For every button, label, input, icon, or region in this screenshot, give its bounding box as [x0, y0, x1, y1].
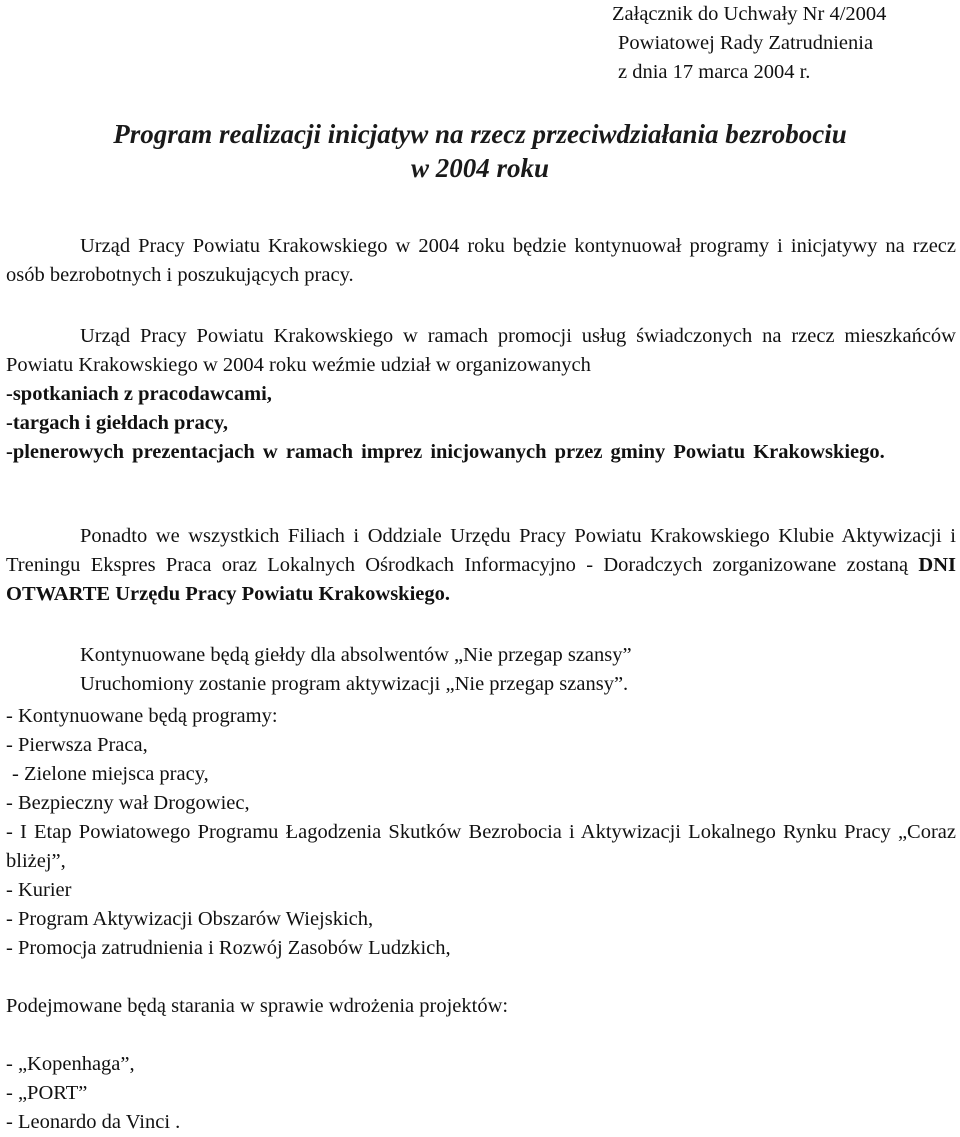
program-item: - Zielone miejsca pracy,	[12, 763, 209, 785]
document-title	[0, 117, 960, 185]
program-item: - Kurier	[6, 879, 72, 901]
title-line-1: Program realizacji inicjatyw na rzecz przeciwdziałania bezrobociu	[113, 119, 847, 149]
program-item: - Promocja zatrudnienia i Rozwój Zasobów Ludzkich,	[6, 937, 451, 959]
promotion-paragraph: Urząd Pracy Powiatu Krakowskiego w ramach promocji usług świadczonych na rzecz mieszkańców Powiatu Krakowskiego w 2004 roku weźmie udział w organizowanych	[6, 325, 956, 376]
open-days-bold: DNI OTWARTE Urzędu Pracy Powiatu Krakowskiego.	[6, 554, 956, 605]
program-item: - Bezpieczny wał Drogowiec,	[6, 792, 250, 814]
graduate-fairs-line: Kontynuowane będą giełdy dla absolwentów „Nie przegap szansy”	[80, 644, 632, 666]
project-item: - „PORT”	[6, 1082, 88, 1104]
programs-section	[6, 702, 956, 1137]
activation-program-line: Uruchomiony zostanie program aktywizacji „Nie przegap szansy”.	[80, 673, 629, 695]
program-item: - Program Aktywizacji Obszarów Wiejskich,	[6, 908, 374, 930]
intro-paragraph: Urząd Pracy Powiatu Krakowskiego w 2004 roku będzie kontynuował programy i inicjatywy na rzecz osób bezrobotnych i poszukujących pracy.	[6, 235, 956, 286]
open-days-text: Ponadto we wszystkich Filiach i Oddziale Urzędu Pracy Powiatu Krakowskiego Klubie Aktywizacji i Treningu Ekspres Praca oraz Lokalnych Ośrodkach Informacyjno - Doradczych zorganizowane zostaną	[6, 525, 956, 576]
promotion-item: -targach i giełdach pracy,	[6, 412, 229, 434]
programs-intro: - Kontynuowane będą programy:	[6, 705, 278, 727]
promotion-section	[6, 322, 956, 467]
project-item: - „Kopenhaga”,	[6, 1053, 135, 1075]
promotion-item: -plenerowych prezentacjach w ramach imprez inicjowanych przez gminy Powiatu Krakowskiego.	[6, 441, 885, 463]
open-days-paragraph	[6, 522, 956, 609]
annex-line-1: Załącznik do Uchwały Nr 4/2004	[612, 3, 887, 25]
annex-header	[612, 0, 886, 87]
projects-intro: Podejmowane będą starania w sprawie wdrożenia projektów:	[6, 995, 509, 1017]
annex-line-3: z dnia 17 marca 2004 r.	[618, 61, 811, 83]
promotion-item: -spotkaniach z pracodawcami,	[6, 383, 272, 405]
program-item: - I Etap Powiatowego Programu Łagodzenia Skutków Bezrobocia i Aktywizacji Lokalnego Rynku Pracy „Coraz bliżej”,	[6, 821, 956, 872]
program-item: - Pierwsza Praca,	[6, 734, 148, 756]
fairs-section	[6, 641, 956, 699]
title-line-2: w 2004 roku	[410, 153, 550, 183]
annex-line-2: Powiatowej Rady Zatrudnienia	[618, 32, 874, 54]
project-item: - Leonardo da Vinci .	[6, 1111, 181, 1133]
